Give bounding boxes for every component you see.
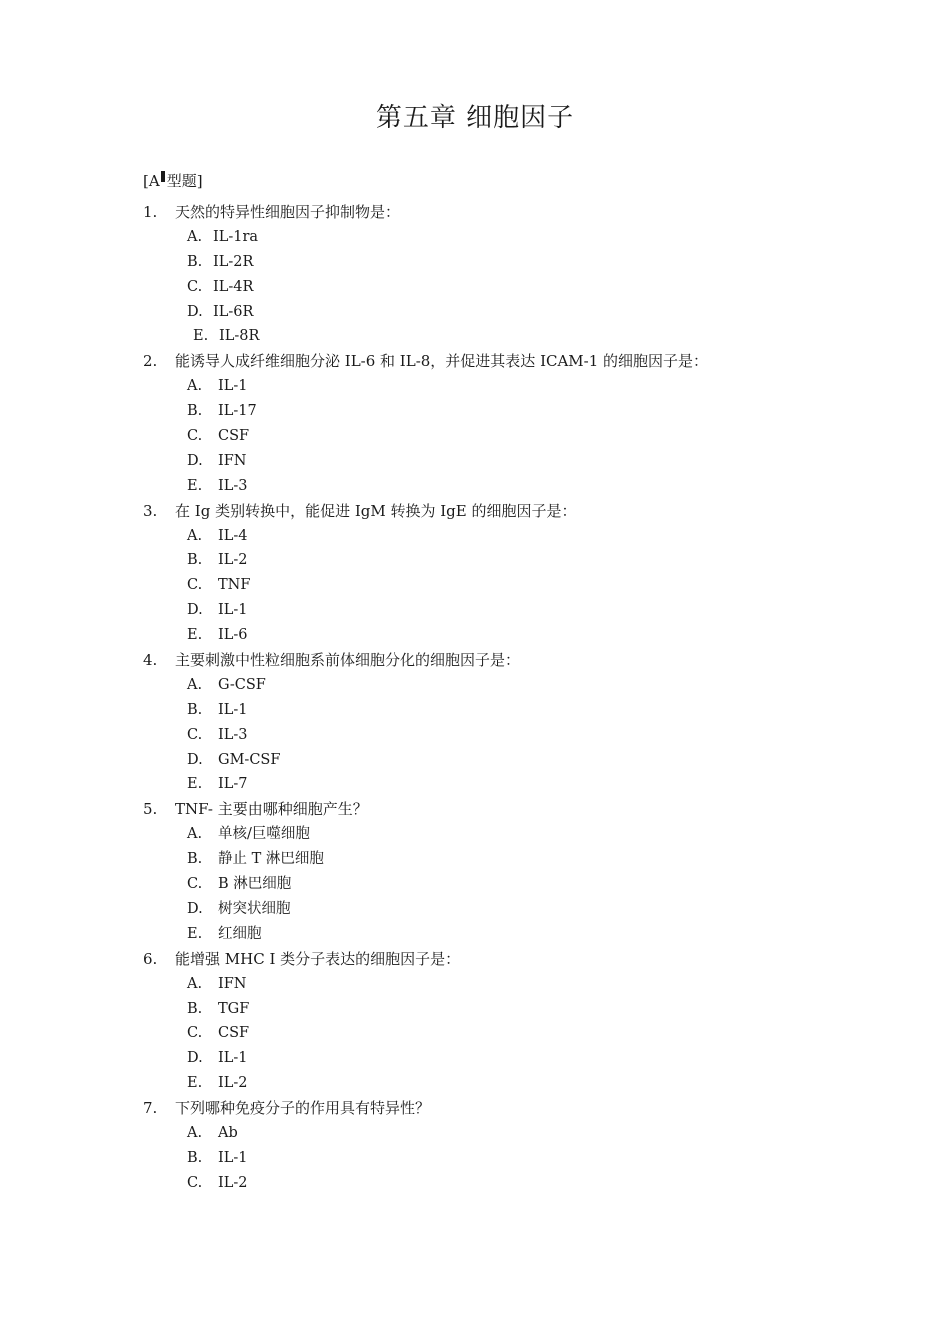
option-letter: E. [187,627,203,644]
answer-option [143,548,903,573]
option-letter: E. [187,776,203,793]
question-number: 2. [143,352,158,371]
answer-option [143,1121,903,1146]
question-3 [143,499,903,648]
question-text: 下列哪种免疫分子的作用具有特异性？ [175,1099,431,1118]
option-text: IL-2 [218,552,248,569]
question-number: 7. [143,1099,158,1118]
option-text: 红细胞 [218,925,262,942]
question-number: 1. [143,203,158,221]
section-heading-prefix: [A [143,172,160,190]
answer-option [143,250,903,275]
section-heading-suffix: 型题] [166,172,203,190]
question-text: 主要刺激中性粒细胞系前体细胞分化的细胞因子是： [175,651,521,670]
option-text: IL-8R [219,328,260,345]
option-letter: A. [187,975,203,992]
option-text: IL-1ra [213,228,259,245]
option-letter: B. [187,552,203,569]
answer-option [143,300,903,325]
answer-option [143,897,903,922]
option-letter: D. [187,1050,203,1067]
option-letter: D. [187,452,203,469]
option-letter: B. [187,1149,203,1166]
answer-option [143,275,903,300]
question-number: 6. [143,949,158,968]
question-text: 能增强 MHC I 类分子表达的细胞因子是： [175,949,461,968]
question-6 [143,947,903,1096]
option-text: IFN [218,452,247,469]
option-letter: D. [187,900,203,917]
answer-option [143,872,903,897]
question-2 [143,349,903,498]
answer-option [143,524,903,549]
option-letter: B. [187,1000,203,1017]
answer-option [143,748,903,773]
option-text: IL-1 [218,378,248,395]
option-text: B 淋巴细胞 [218,876,292,893]
option-text: IL-7 [218,776,248,793]
option-text: TNF [218,577,251,594]
answer-option [143,997,903,1022]
question-number: 5. [143,800,158,819]
option-text: CSF [218,428,250,445]
option-letter: C. [187,876,203,893]
answer-option [143,225,903,250]
option-letter: D. [187,751,203,768]
option-text: IL-2 [218,1075,248,1092]
question-7 [143,1096,903,1196]
question-stem [143,797,903,822]
answer-option [143,424,903,449]
option-text: 树突状细胞 [218,900,291,917]
question-4 [143,648,903,797]
answer-option [143,449,903,474]
option-letter: E. [187,1075,203,1092]
option-text: 单核/巨噬细胞 [218,826,310,843]
question-stem [143,947,903,972]
answer-option [143,772,903,797]
option-text: IL-1 [218,701,248,718]
option-text: CSF [218,1025,250,1042]
option-text: IL-1 [218,602,248,619]
option-letter: C. [187,428,203,445]
answer-option [143,1171,903,1196]
answer-option [143,1021,903,1046]
option-letter: A. [187,228,203,245]
option-text: IFN [218,975,247,992]
question-text: 在 Ig 类别转换中，能促进 IgM 转换为 IgE 的细胞因子是： [175,501,577,520]
option-letter: C. [187,1025,203,1042]
option-letter: B. [187,851,203,868]
option-letter: C. [187,1174,203,1191]
answer-option [143,598,903,623]
answer-option [143,698,903,723]
option-text: Ab [218,1124,238,1141]
question-1 [143,200,903,349]
answer-option [143,723,903,748]
option-letter: E. [187,477,203,494]
option-letter: E. [193,328,209,345]
question-number: 3. [143,501,158,520]
answer-option [143,374,903,399]
answer-option [143,1071,903,1096]
option-letter: A. [187,378,203,395]
option-text: GM-CSF [218,751,281,768]
answer-option [143,474,903,499]
question-text: 能诱导人成纤维细胞分泌 IL-6 和 IL-8，并促进其表达 ICAM-1 的细胞因子是： [175,352,709,371]
option-text: 静止 T 淋巴细胞 [218,851,324,868]
answer-option [143,573,903,598]
answer-option [143,972,903,997]
answer-option [143,922,903,947]
question-list [143,200,903,1196]
answer-option [143,399,903,424]
option-text: IL-4R [213,278,254,295]
question-text: 天然的特异性细胞因子抑制物是： [175,203,401,221]
option-letter: E. [187,925,203,942]
answer-option [143,673,903,698]
option-letter: C. [187,726,203,743]
option-letter: A. [187,826,203,843]
section-heading [143,170,203,192]
option-text: IL-3 [218,726,248,743]
option-text: IL-2 [218,1174,248,1191]
option-letter: D. [187,602,203,619]
superscript-mark [161,171,165,182]
answer-option [143,623,903,648]
answer-option [143,1046,903,1071]
option-letter: B. [187,701,203,718]
answer-option [143,324,903,349]
option-letter: B. [187,403,203,420]
option-text: G-CSF [218,676,266,693]
option-letter: C. [187,278,203,295]
option-text: IL-6 [218,627,248,644]
option-text: IL-6R [213,303,254,320]
option-text: IL-1 [218,1050,248,1067]
option-text: IL-17 [218,403,257,420]
chapter-title: 第五章 细胞因子 [375,103,575,133]
option-text: IL-3 [218,477,248,494]
option-text: IL-4 [218,527,248,544]
option-letter: D. [187,303,203,320]
answer-option [143,847,903,872]
question-5 [143,797,903,946]
option-letter: A. [187,676,203,693]
answer-option [143,1146,903,1171]
option-text: TGF [218,1000,250,1017]
answer-option [143,822,903,847]
question-stem [143,648,903,673]
option-letter: C. [187,577,203,594]
option-letter: A. [187,527,203,544]
option-text: IL-2R [213,253,254,270]
option-letter: A. [187,1124,203,1141]
question-stem [143,499,903,524]
question-stem [143,1096,903,1121]
question-stem [143,349,903,374]
option-letter: B. [187,253,203,270]
question-number: 4. [143,651,158,670]
question-text: TNF- 主要由哪种细胞产生？ [175,800,368,819]
question-stem [143,200,903,225]
option-text: IL-1 [218,1149,248,1166]
